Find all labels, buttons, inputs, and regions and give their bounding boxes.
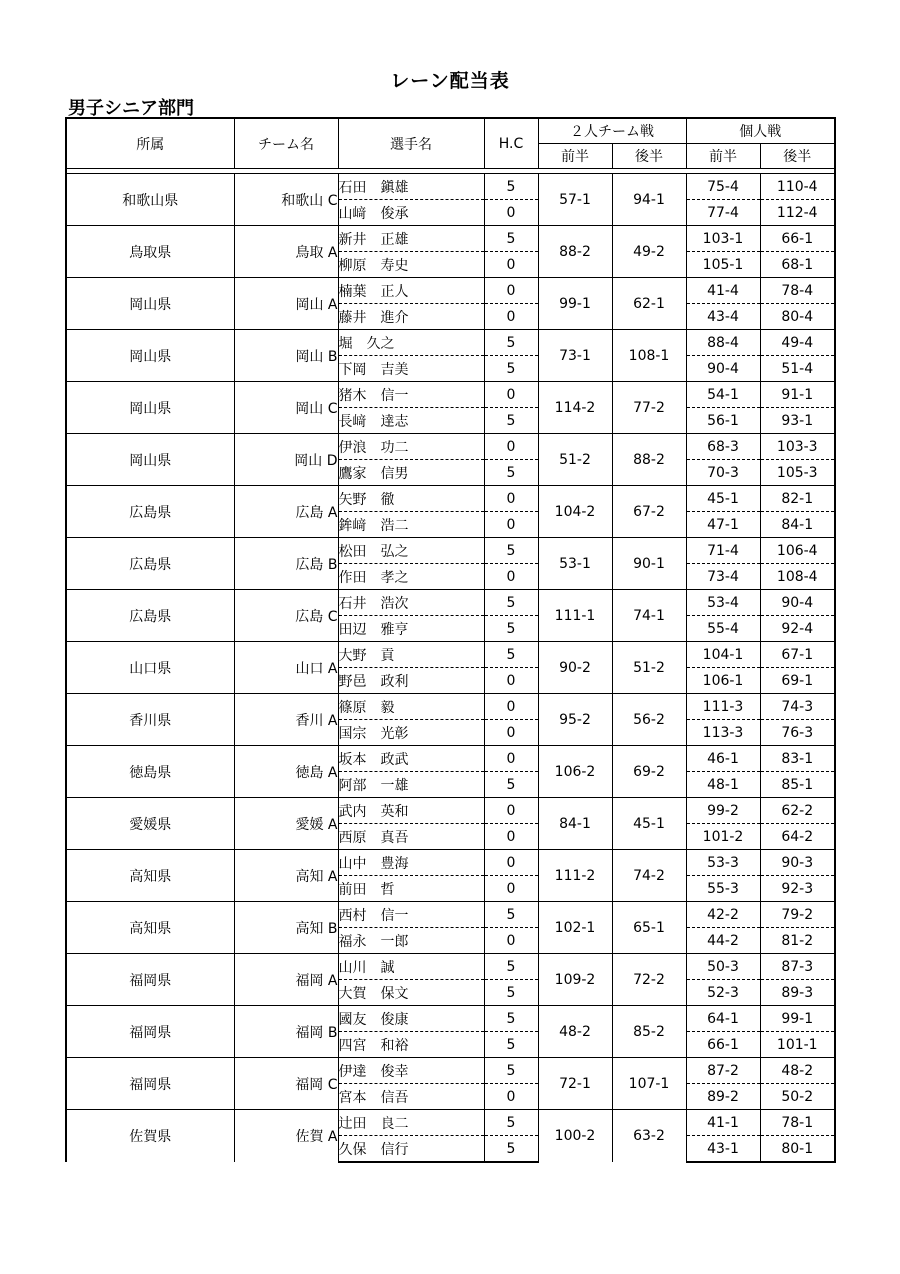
player-name-cell: 伊浪 功二 (338, 434, 484, 460)
individual-second-half-lane: 50-2 (760, 1084, 835, 1110)
individual-second-half-lane: 99-1 (760, 1006, 835, 1032)
player-name-cell: 石井 浩次 (338, 590, 484, 616)
individual-first-half-lane: 66-1 (686, 1032, 760, 1058)
handicap-cell: 0 (484, 564, 538, 590)
player-name-cell: 宮本 信吾 (338, 1084, 484, 1110)
player-name-cell: 田辺 雅亨 (338, 616, 484, 642)
prefecture-cell: 岡山県 (66, 382, 234, 434)
team-name-cell: 和歌山 C (234, 174, 338, 226)
handicap-cell: 0 (484, 668, 538, 694)
individual-first-half-lane: 41-1 (686, 1110, 760, 1136)
player-name-cell: 野邑 政利 (338, 668, 484, 694)
individual-first-half-lane: 87-2 (686, 1058, 760, 1084)
handicap-cell: 0 (484, 382, 538, 408)
header-hc: H.C (484, 118, 538, 169)
team-name-cell: 岡山 B (234, 330, 338, 382)
player-name-cell: 坂本 政武 (338, 746, 484, 772)
player-name-cell: 鷹家 信男 (338, 460, 484, 486)
team-second-half-lane: 90-1 (612, 538, 686, 590)
team-second-half-lane: 77-2 (612, 382, 686, 434)
header-team: チーム名 (234, 118, 338, 169)
table-body (66, 169, 835, 1163)
handicap-cell: 5 (484, 590, 538, 616)
handicap-cell: 5 (484, 902, 538, 928)
player-name-cell: 楠葉 正人 (338, 278, 484, 304)
team-first-half-lane: 88-2 (538, 226, 612, 278)
player-name-cell: 石田 鎭雄 (338, 174, 484, 200)
team-name-cell: 岡山 C (234, 382, 338, 434)
prefecture-cell: 広島県 (66, 538, 234, 590)
handicap-cell: 5 (484, 980, 538, 1006)
table-row (66, 278, 835, 304)
player-name-cell: 篠原 毅 (338, 694, 484, 720)
player-name-cell: 松田 弘之 (338, 538, 484, 564)
team-second-half-lane: 49-2 (612, 226, 686, 278)
player-name-cell: 辻田 良二 (338, 1110, 484, 1136)
table-row (66, 226, 835, 252)
team-name-cell: 福岡 A (234, 954, 338, 1006)
team-second-half-lane: 65-1 (612, 902, 686, 954)
team-name-cell: 香川 A (234, 694, 338, 746)
table-row (66, 174, 835, 200)
team-first-half-lane: 84-1 (538, 798, 612, 850)
team-first-half-lane: 104-2 (538, 486, 612, 538)
table-row (66, 434, 835, 460)
individual-first-half-lane: 47-1 (686, 512, 760, 538)
individual-first-half-lane: 45-1 (686, 486, 760, 512)
individual-second-half-lane: 48-2 (760, 1058, 835, 1084)
handicap-cell: 5 (484, 1136, 538, 1163)
individual-second-half-lane: 67-1 (760, 642, 835, 668)
player-name-cell: 山川 誠 (338, 954, 484, 980)
prefecture-cell: 鳥取県 (66, 226, 234, 278)
individual-first-half-lane: 88-4 (686, 330, 760, 356)
team-first-half-lane: 111-2 (538, 850, 612, 902)
individual-second-half-lane: 66-1 (760, 226, 835, 252)
header-player: 選手名 (338, 118, 484, 169)
individual-second-half-lane: 68-1 (760, 252, 835, 278)
individual-first-half-lane: 71-4 (686, 538, 760, 564)
prefecture-cell: 佐賀県 (66, 1110, 234, 1163)
handicap-cell: 5 (484, 1058, 538, 1084)
lane-assignment-table (65, 117, 836, 1163)
player-name-cell: 猪木 信一 (338, 382, 484, 408)
individual-first-half-lane: 111-3 (686, 694, 760, 720)
individual-second-half-lane: 93-1 (760, 408, 835, 434)
handicap-cell: 0 (484, 928, 538, 954)
prefecture-cell: 岡山県 (66, 434, 234, 486)
prefecture-cell: 和歌山県 (66, 174, 234, 226)
handicap-cell: 5 (484, 772, 538, 798)
individual-second-half-lane: 90-4 (760, 590, 835, 616)
individual-first-half-lane: 75-4 (686, 174, 760, 200)
player-name-cell: 大賀 保文 (338, 980, 484, 1006)
individual-first-half-lane: 104-1 (686, 642, 760, 668)
individual-second-half-lane: 76-3 (760, 720, 835, 746)
table-row (66, 382, 835, 408)
individual-second-half-lane: 92-3 (760, 876, 835, 902)
individual-second-half-lane: 85-1 (760, 772, 835, 798)
handicap-cell: 0 (484, 252, 538, 278)
team-first-half-lane: 72-1 (538, 1058, 612, 1110)
team-second-half-lane: 88-2 (612, 434, 686, 486)
team-second-half-lane: 63-2 (612, 1110, 686, 1163)
individual-second-half-lane: 112-4 (760, 200, 835, 226)
individual-second-half-lane: 110-4 (760, 174, 835, 200)
individual-second-half-lane: 87-3 (760, 954, 835, 980)
handicap-cell: 0 (484, 850, 538, 876)
individual-first-half-lane: 99-2 (686, 798, 760, 824)
player-name-cell: 西原 真吾 (338, 824, 484, 850)
prefecture-cell: 福岡県 (66, 1006, 234, 1058)
team-name-cell: 山口 A (234, 642, 338, 694)
team-first-half-lane: 51-2 (538, 434, 612, 486)
prefecture-cell: 岡山県 (66, 278, 234, 330)
individual-second-half-lane: 62-2 (760, 798, 835, 824)
individual-second-half-lane: 49-4 (760, 330, 835, 356)
player-name-cell: 伊達 俊幸 (338, 1058, 484, 1084)
handicap-cell: 5 (484, 954, 538, 980)
prefecture-cell: 徳島県 (66, 746, 234, 798)
individual-first-half-lane: 52-3 (686, 980, 760, 1006)
individual-first-half-lane: 103-1 (686, 226, 760, 252)
player-name-cell: 長﨑 達志 (338, 408, 484, 434)
prefecture-cell: 広島県 (66, 590, 234, 642)
player-name-cell: 久保 信行 (338, 1136, 484, 1163)
team-name-cell: 広島 B (234, 538, 338, 590)
handicap-cell: 0 (484, 694, 538, 720)
individual-first-half-lane: 64-1 (686, 1006, 760, 1032)
individual-second-half-lane: 84-1 (760, 512, 835, 538)
individual-second-half-lane: 83-1 (760, 746, 835, 772)
individual-second-half-lane: 101-1 (760, 1032, 835, 1058)
handicap-cell: 5 (484, 616, 538, 642)
handicap-cell: 0 (484, 512, 538, 538)
prefecture-cell: 広島県 (66, 486, 234, 538)
team-first-half-lane: 99-1 (538, 278, 612, 330)
individual-first-half-lane: 43-4 (686, 304, 760, 330)
handicap-cell: 0 (484, 434, 538, 460)
team-name-cell: 福岡 C (234, 1058, 338, 1110)
table-row (66, 850, 835, 876)
header-prefecture: 所属 (66, 118, 234, 169)
team-name-cell: 福岡 B (234, 1006, 338, 1058)
handicap-cell: 5 (484, 538, 538, 564)
individual-second-half-lane: 64-2 (760, 824, 835, 850)
individual-second-half-lane: 105-3 (760, 460, 835, 486)
individual-second-half-lane: 80-4 (760, 304, 835, 330)
prefecture-cell: 高知県 (66, 902, 234, 954)
individual-first-half-lane: 54-1 (686, 382, 760, 408)
individual-first-half-lane: 43-1 (686, 1136, 760, 1163)
table-row (66, 902, 835, 928)
handicap-cell: 0 (484, 720, 538, 746)
team-first-half-lane: 106-2 (538, 746, 612, 798)
team-first-half-lane: 95-2 (538, 694, 612, 746)
header-individual-first-half: 前半 (686, 144, 760, 169)
team-second-half-lane: 56-2 (612, 694, 686, 746)
individual-first-half-lane: 48-1 (686, 772, 760, 798)
individual-first-half-lane: 89-2 (686, 1084, 760, 1110)
individual-first-half-lane: 90-4 (686, 356, 760, 382)
table-row (66, 538, 835, 564)
team-second-half-lane: 62-1 (612, 278, 686, 330)
team-second-half-lane: 45-1 (612, 798, 686, 850)
handicap-cell: 5 (484, 1006, 538, 1032)
player-name-cell: 山﨑 俊承 (338, 200, 484, 226)
team-first-half-lane: 73-1 (538, 330, 612, 382)
table-row (66, 642, 835, 668)
player-name-cell: 矢野 徹 (338, 486, 484, 512)
handicap-cell: 0 (484, 304, 538, 330)
player-name-cell: 西村 信一 (338, 902, 484, 928)
handicap-cell: 5 (484, 1110, 538, 1136)
individual-second-half-lane: 92-4 (760, 616, 835, 642)
team-second-half-lane: 74-1 (612, 590, 686, 642)
player-name-cell: 四宮 和裕 (338, 1032, 484, 1058)
team-name-cell: 佐賀 A (234, 1110, 338, 1163)
individual-first-half-lane: 53-3 (686, 850, 760, 876)
prefecture-cell: 福岡県 (66, 1058, 234, 1110)
table-row (66, 746, 835, 772)
individual-second-half-lane: 82-1 (760, 486, 835, 512)
player-name-cell: 新井 正雄 (338, 226, 484, 252)
section-title: 男子シニア部門 (68, 98, 194, 119)
team-name-cell: 広島 A (234, 486, 338, 538)
individual-first-half-lane: 56-1 (686, 408, 760, 434)
team-name-cell: 高知 B (234, 902, 338, 954)
handicap-cell: 5 (484, 460, 538, 486)
handicap-cell: 0 (484, 798, 538, 824)
individual-first-half-lane: 50-3 (686, 954, 760, 980)
header-individual-second-half: 後半 (760, 144, 835, 169)
individual-second-half-lane: 91-1 (760, 382, 835, 408)
handicap-cell: 0 (484, 876, 538, 902)
individual-first-half-lane: 73-4 (686, 564, 760, 590)
prefecture-cell: 愛媛県 (66, 798, 234, 850)
handicap-cell: 5 (484, 330, 538, 356)
prefecture-cell: 高知県 (66, 850, 234, 902)
header-team-game: ２人チーム戦 (538, 118, 686, 144)
individual-first-half-lane: 42-2 (686, 902, 760, 928)
player-name-cell: 國友 俊康 (338, 1006, 484, 1032)
individual-first-half-lane: 55-3 (686, 876, 760, 902)
individual-second-half-lane: 69-1 (760, 668, 835, 694)
player-name-cell: 国宗 光彰 (338, 720, 484, 746)
individual-first-half-lane: 53-4 (686, 590, 760, 616)
handicap-cell: 5 (484, 1032, 538, 1058)
individual-first-half-lane: 68-3 (686, 434, 760, 460)
handicap-cell: 5 (484, 642, 538, 668)
handicap-cell: 5 (484, 356, 538, 382)
individual-first-half-lane: 55-4 (686, 616, 760, 642)
player-name-cell: 堀 久之 (338, 330, 484, 356)
team-first-half-lane: 57-1 (538, 174, 612, 226)
table-row (66, 954, 835, 980)
page-title: レーン配当表 (390, 70, 510, 92)
player-name-cell: 福永 一郎 (338, 928, 484, 954)
header-team-second-half: 後半 (612, 144, 686, 169)
team-first-half-lane: 111-1 (538, 590, 612, 642)
team-name-cell: 高知 A (234, 850, 338, 902)
team-second-half-lane: 74-2 (612, 850, 686, 902)
individual-second-half-lane: 90-3 (760, 850, 835, 876)
header-individual: 個人戦 (686, 118, 835, 144)
individual-second-half-lane: 106-4 (760, 538, 835, 564)
prefecture-cell: 福岡県 (66, 954, 234, 1006)
team-second-half-lane: 107-1 (612, 1058, 686, 1110)
team-name-cell: 岡山 D (234, 434, 338, 486)
individual-second-half-lane: 108-4 (760, 564, 835, 590)
team-second-half-lane: 94-1 (612, 174, 686, 226)
team-name-cell: 鳥取 A (234, 226, 338, 278)
team-second-half-lane: 72-2 (612, 954, 686, 1006)
team-first-half-lane: 102-1 (538, 902, 612, 954)
team-name-cell: 愛媛 A (234, 798, 338, 850)
individual-second-half-lane: 51-4 (760, 356, 835, 382)
individual-second-half-lane: 80-1 (760, 1136, 835, 1163)
player-name-cell: 阿部 一雄 (338, 772, 484, 798)
handicap-cell: 0 (484, 200, 538, 226)
team-second-half-lane: 85-2 (612, 1006, 686, 1058)
individual-first-half-lane: 113-3 (686, 720, 760, 746)
player-name-cell: 大野 貢 (338, 642, 484, 668)
team-second-half-lane: 108-1 (612, 330, 686, 382)
team-name-cell: 広島 C (234, 590, 338, 642)
team-second-half-lane: 69-2 (612, 746, 686, 798)
table-row (66, 590, 835, 616)
handicap-cell: 0 (484, 1084, 538, 1110)
table-row (66, 798, 835, 824)
individual-first-half-lane: 44-2 (686, 928, 760, 954)
handicap-cell: 0 (484, 486, 538, 512)
individual-first-half-lane: 46-1 (686, 746, 760, 772)
team-name-cell: 岡山 A (234, 278, 338, 330)
table-row (66, 1058, 835, 1084)
player-name-cell: 藤井 進介 (338, 304, 484, 330)
individual-first-half-lane: 101-2 (686, 824, 760, 850)
individual-first-half-lane: 77-4 (686, 200, 760, 226)
player-name-cell: 下岡 吉美 (338, 356, 484, 382)
player-name-cell: 柳原 寿史 (338, 252, 484, 278)
team-second-half-lane: 51-2 (612, 642, 686, 694)
individual-second-half-lane: 78-4 (760, 278, 835, 304)
table-row (66, 486, 835, 512)
handicap-cell: 0 (484, 824, 538, 850)
team-first-half-lane: 90-2 (538, 642, 612, 694)
individual-second-half-lane: 103-3 (760, 434, 835, 460)
handicap-cell: 0 (484, 278, 538, 304)
team-first-half-lane: 53-1 (538, 538, 612, 590)
player-name-cell: 鉾﨑 浩二 (338, 512, 484, 538)
table-row (66, 330, 835, 356)
table-row (66, 1006, 835, 1032)
individual-first-half-lane: 41-4 (686, 278, 760, 304)
handicap-cell: 0 (484, 746, 538, 772)
individual-first-half-lane: 106-1 (686, 668, 760, 694)
individual-first-half-lane: 105-1 (686, 252, 760, 278)
individual-second-half-lane: 81-2 (760, 928, 835, 954)
team-first-half-lane: 109-2 (538, 954, 612, 1006)
prefecture-cell: 山口県 (66, 642, 234, 694)
team-first-half-lane: 114-2 (538, 382, 612, 434)
team-second-half-lane: 67-2 (612, 486, 686, 538)
table-row (66, 694, 835, 720)
player-name-cell: 武内 英和 (338, 798, 484, 824)
handicap-cell: 5 (484, 408, 538, 434)
header-team-first-half: 前半 (538, 144, 612, 169)
individual-second-half-lane: 74-3 (760, 694, 835, 720)
player-name-cell: 山中 豊海 (338, 850, 484, 876)
prefecture-cell: 香川県 (66, 694, 234, 746)
table-row (66, 1110, 835, 1136)
team-first-half-lane: 48-2 (538, 1006, 612, 1058)
individual-second-half-lane: 78-1 (760, 1110, 835, 1136)
player-name-cell: 前田 哲 (338, 876, 484, 902)
player-name-cell: 作田 孝之 (338, 564, 484, 590)
team-first-half-lane: 100-2 (538, 1110, 612, 1163)
individual-second-half-lane: 79-2 (760, 902, 835, 928)
handicap-cell: 5 (484, 226, 538, 252)
individual-first-half-lane: 70-3 (686, 460, 760, 486)
team-name-cell: 徳島 A (234, 746, 338, 798)
prefecture-cell: 岡山県 (66, 330, 234, 382)
handicap-cell: 5 (484, 174, 538, 200)
individual-second-half-lane: 89-3 (760, 980, 835, 1006)
